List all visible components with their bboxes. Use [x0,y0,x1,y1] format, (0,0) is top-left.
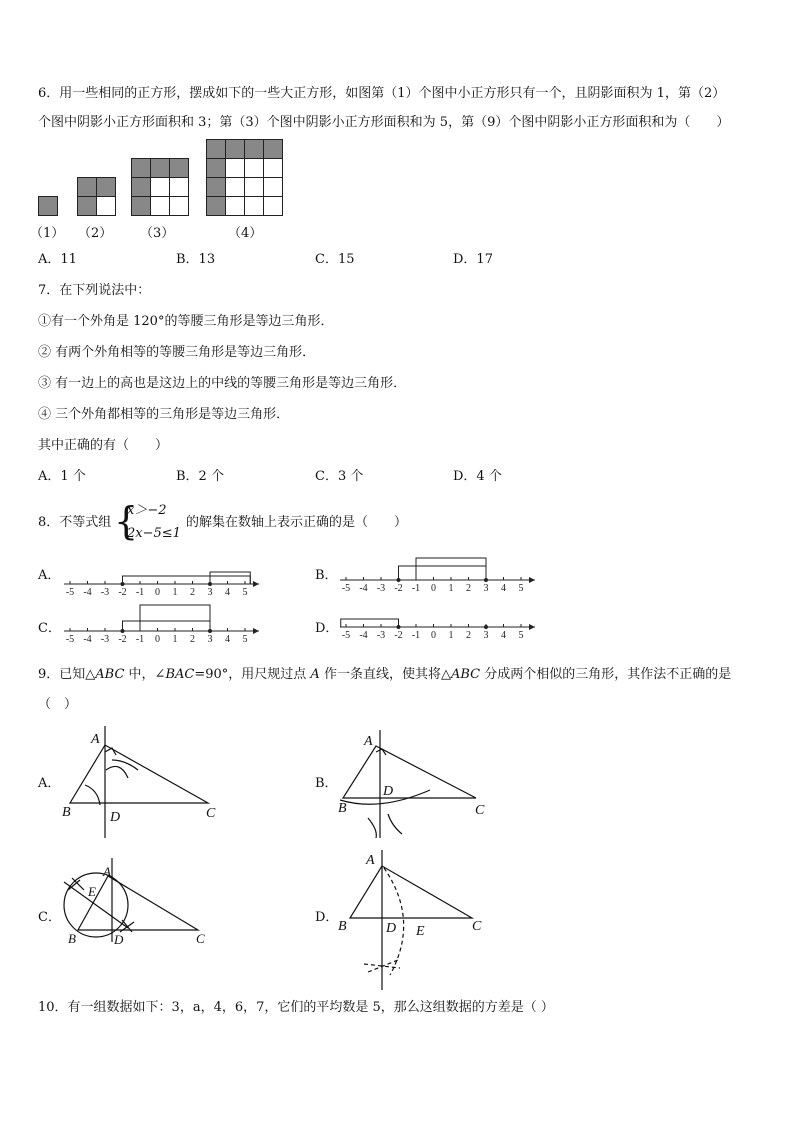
tick-label: 3 [207,634,213,645]
q9-fig-d-label-e: E [416,924,425,939]
q6-option-a: A．11 [38,252,77,267]
q8-brace: { [114,499,139,543]
tick-label: -5 [65,634,75,645]
tick-label: 5 [518,583,524,594]
q9-line2: （ ） [38,697,78,712]
q8-number-line-c [62,603,302,647]
q9-option-b-label: B． [315,776,338,791]
q9-fig-b-label-a: A [364,734,373,749]
q9-option-d-label: D． [315,910,339,925]
tick-label: -4 [359,630,368,641]
q8-suffix: 的解集在数轴上表示正确的是（ ） [186,515,408,530]
tick-label: 0 [155,634,160,645]
q7-option-a: A．1 个 [38,469,86,484]
q6-line1: 6．用一些相同的正方形，摆成如下的一些大正方形，如图第（1）个图中小正方形只有一个，且阴影面积为 1，第（2） [38,86,726,101]
q9-fig-d-label-b: B [338,919,347,934]
q7-title: 7．在下列说法中： [38,283,151,298]
tick-label: -1 [135,587,145,596]
tick-label: 4 [501,630,506,641]
tick-label: 0 [431,583,436,594]
tick-label: 0 [431,630,436,641]
tick-label: -5 [65,587,75,596]
endpoint-dot [208,582,212,586]
tick-label: 3 [483,630,489,641]
endpoint-dot [121,629,125,633]
tick-label: 4 [501,583,506,594]
tick-label: 4 [225,587,230,596]
q8-option-d-label: D． [315,621,339,636]
tick-label: -4 [83,634,92,645]
q9-fig-d-shapes [350,850,472,990]
tick-label: 3 [207,587,213,596]
q8-option-c-label: C． [38,621,61,636]
tick-label: 1 [448,583,454,594]
solution-bracket [210,572,250,584]
q9-fig-a-label-a: A [91,732,100,747]
q8-option-a-label: A． [38,568,61,583]
solution-bracket [341,619,399,627]
tick-label: 5 [242,587,248,596]
tick-label: -4 [83,587,92,596]
tick-label: -3 [100,634,110,645]
tick-label: 2 [466,630,471,641]
q10-text: 10．有一组数据如下：3，a，4，6，7，它们的平均数是 5，那么这组数据的方差是（ ） [38,1000,554,1015]
tick-label: -2 [118,587,127,596]
q6-fig-label-4: （4） [228,226,263,241]
tick-label: 2 [190,634,195,645]
q8-number-line-d [338,613,578,647]
q9-fig-d-label-d: D [386,921,397,936]
q9-fig-c-label-c: C [196,931,205,946]
q8-number-line-a [62,562,302,596]
q6-option-d: D．17 [453,252,493,267]
tick-label: -1 [411,630,421,641]
tick-label: -4 [359,583,368,594]
solution-bracket [140,605,210,631]
tick-label: -3 [100,587,110,596]
q8-inequality-1: x＞−2 [127,503,167,518]
q9-fig-a-label-b: B [62,805,71,820]
tick-label: 2 [190,587,195,596]
q9-fig-b-label-d: D [383,784,394,799]
axis-arrow [253,581,259,587]
q7-statement-1: ①有一个外角是 120°的等腰三角形是等边三角形． [38,314,334,329]
q7-statement-2: ② 有两个外角相等的等腰三角形是等边三角形． [38,345,316,360]
q6-fig-label-1: （1） [30,226,65,241]
q9-fig-c-label-a: A [103,864,111,879]
tick-label: 4 [225,634,230,645]
q7-option-b: B．2 个 [176,469,224,484]
q9-fig-d-label-a: A [366,853,375,868]
q7-ask: 其中正确的有（ ） [38,438,169,453]
tick-label: -3 [376,630,386,641]
tick-label: -5 [341,630,351,641]
tick-label: -2 [394,583,403,594]
tick-label: 1 [172,634,178,645]
endpoint-dot [208,629,212,633]
q9-fig-b-label-b: B [338,801,347,816]
q6-fig-label-3: （3） [140,226,175,241]
endpoint-dot [397,625,401,629]
q9-fig-c-label-d: D [114,932,124,947]
solution-bracket [416,558,486,580]
solution-bracket [123,576,251,584]
solution-bracket [399,566,487,580]
q9-fig-d-labels [338,853,482,939]
endpoint-dot [121,582,125,586]
q9-fig-a-label-d: D [110,810,121,825]
q9-fig-c-labels [68,864,205,947]
tick-label: -1 [135,634,145,645]
tick-label: 3 [483,583,489,594]
q9-option-a-label: A． [38,776,61,791]
endpoint-dot [484,578,488,582]
tick-label: 0 [155,587,160,596]
q9-fig-a-label-c: C [206,806,216,821]
q8-number-line-b [338,552,578,596]
tick-label: 2 [466,583,471,594]
q7-statement-4: ④ 三个外角都相等的三角形是等边三角形． [38,407,290,422]
q8-prefix: 8．不等式组 [38,515,112,530]
q7-option-c: C．3 个 [315,469,364,484]
q9-fig-c-label-b: B [68,931,76,946]
q9-line1: 9．已知△ABC 中，∠BAC=90°，用尺规过点 A 作一条直线，使其将△ABC 分成两个相似的三角形，其作法不正确的是 [38,667,732,682]
q8-option-b-label: B． [315,568,338,583]
q9-option-c-label: C． [38,910,61,925]
tick-label: 1 [172,587,178,596]
solution-bracket [123,621,211,631]
q7-option-d: D．4 个 [453,469,502,484]
tick-label: -3 [376,583,386,594]
q9-fig-a-labels [62,732,216,825]
q6-square-figures [0,136,793,216]
q8-inequality-2: 2x−5≤1 [127,526,181,541]
tick-label: 5 [242,634,248,645]
tick-label: -2 [394,630,403,641]
tick-label: -2 [118,634,127,645]
axis-arrow [529,624,535,630]
tick-label: -5 [341,583,351,594]
tick-label: 1 [448,630,454,641]
q9-fig-c-label-e: E [88,884,96,899]
q6-option-b: B．13 [176,252,216,267]
tick-label: 5 [518,630,524,641]
q6-option-c: C．15 [315,252,355,267]
q9-fig-b-labels [338,734,485,818]
q6-line2: 个图中阴影小正方形面积和 3；第（3）个图中阴影小正方形面积和为 5，第（9）个图中阴影小正方形面积和为（ ） [38,115,730,130]
q9-fig-a-shapes [70,726,208,838]
tick-label: -1 [411,583,421,594]
axis-arrow [529,577,535,583]
axis-arrow [253,628,259,634]
endpoint-dot [397,578,401,582]
q9-fig-b-label-c: C [475,803,485,818]
q9-fig-b-shapes [340,730,476,838]
endpoint-dot [484,625,488,629]
q7-statement-3: ③ 有一边上的高也是这边上的中线的等腰三角形是等边三角形． [38,376,407,391]
q9-fig-d-label-c: C [472,919,482,934]
q6-fig-label-2: （2） [78,226,113,241]
q9-fig-c-shapes [64,858,198,942]
